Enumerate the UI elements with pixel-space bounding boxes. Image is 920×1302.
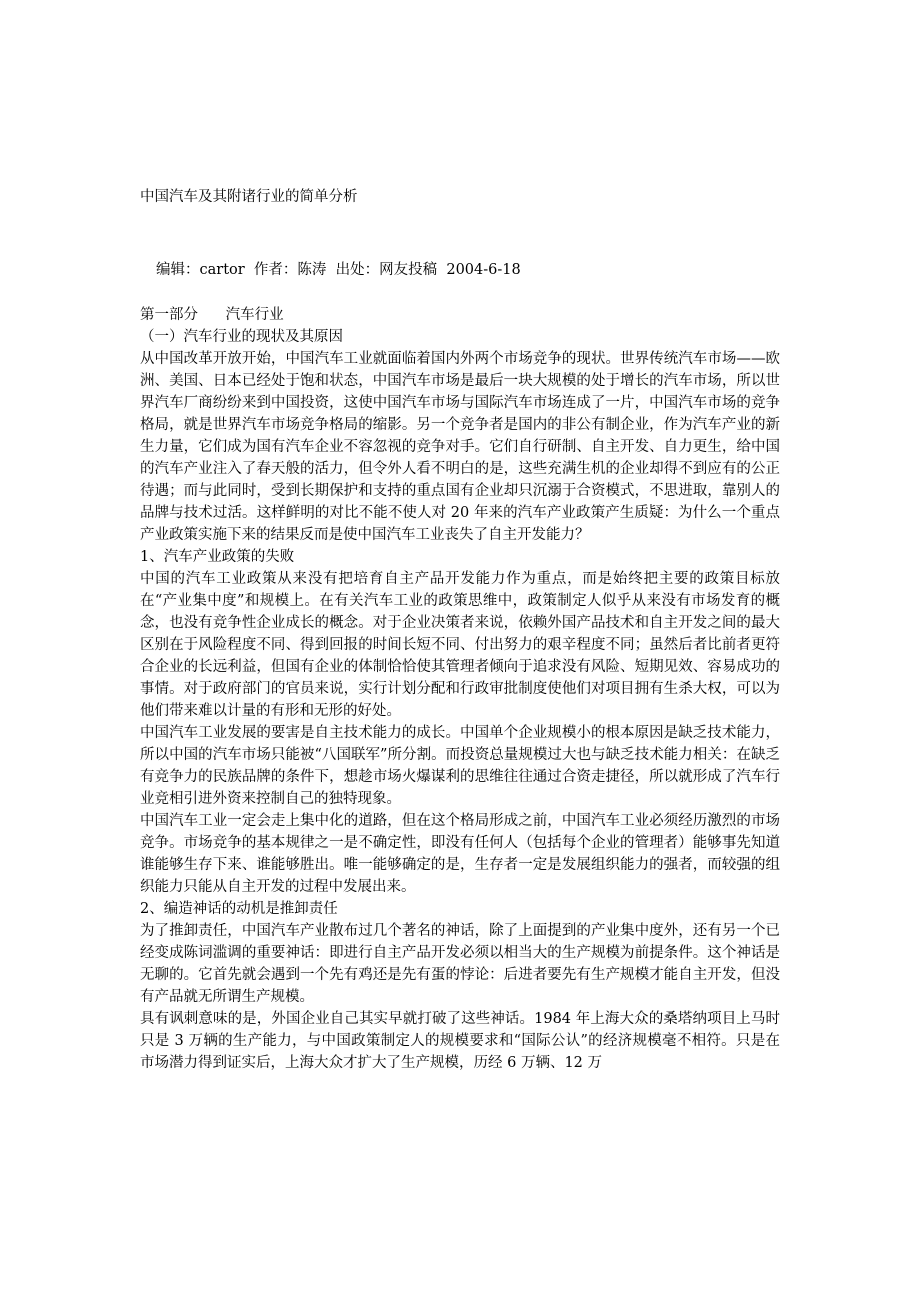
- document-title: 中国汽车及其附诸行业的简单分析: [140, 189, 358, 205]
- document-meta: 编辑：cartor 作者：陈涛 出处：网友投稿 2004-6-18: [156, 262, 521, 278]
- paragraph: 中国的汽车工业政策从来没有把培育自主产品开发能力作为重点，而是始终把主要的政策目标放在“产业集中度”和规模上。在有关汽车工业的政策思维中，政策制定人似乎从来没有市场发育的概念，也没有竞争性企业成长的概念。对于企业决策者来说，依赖外国产品技术和自主开发之间的最大区别在于风险程度不同、得到回报的时间长短不同、付出努力的艰辛程度不同；虽然后者比前者更符合企业的长远利益，但国有企业的体制恰恰使其管理者倾向于追求没有风险、短期见效、容易成功的事情。对于政府部门的官员来说，实行计划分配和行政审批制度使他们对项目拥有生杀大权，可以为他们带来难以计量的有形和无形的好处。: [140, 571, 780, 719]
- section-heading: （一）汽车行业的现状及其原因: [140, 329, 343, 345]
- subsection-heading: 2、编造神话的动机是推卸责任: [140, 901, 338, 917]
- paragraph: 从中国改革开放开始，中国汽车工业就面临着国内外两个市场竞争的现状。世界传统汽车市场——欧洲、美国、日本已经处于饱和状态，中国汽车市场是最后一块大规模的处于增长的汽车市场，所以世界汽车厂商纷纷来到中国投资，这使中国汽车市场与国际汽车市场连成了一片，中国汽车市场的竞争格局，就是世界汽车市场竞争格局的缩影。另一个竞争者是国内的非公有制企业，作为汽车产业的新生力量，它们成为国有汽车企业不容忽视的竞争对手。它们自行研制、自主开发、自力更生，给中国的汽车产业注入了春天般的活力，但令外人看不明白的是，这些充满生机的企业却得不到应有的公正待遇；而与此同时，受到长期保护和支持的重点国有企业却只沉溺于合资模式，不思进取，靠别人的品牌与技术过活。这样鲜明的对比不能不使人对 20 年来的汽车产业政策产生质疑：为什么一个重点产业政策实施下来的结果反而是使中国汽车工业丧失了自主开发能力？: [140, 351, 780, 543]
- document-body: [140, 304, 780, 1074]
- part-heading: 第一部分 汽车行业: [140, 307, 284, 323]
- subsection-heading: 1、汽车产业政策的失败: [140, 549, 295, 565]
- paragraph: 具有讽刺意味的是，外国企业自己其实早就打破了这些神话。1984 年上海大众的桑塔纳项目上马时只是 3 万辆的生产能力，与中国政策制定人的规模要求和“国际公认”的经济规模毫不相符。只是在市场潜力得到证实后，上海大众才扩大了生产规模，历经 6 万辆、12 万: [140, 1011, 780, 1071]
- paragraph: 为了推卸责任，中国汽车产业散布过几个著名的神话，除了上面提到的产业集中度外，还有另一个已经变成陈词滥调的重要神话：即进行自主产品开发必须以相当大的生产规模为前提条件。这个神话是无聊的。它首先就会遇到一个先有鸡还是先有蛋的悖论：后进者要先有生产规模才能自主开发，但没有产品就无所谓生产规模。: [140, 923, 780, 1005]
- paragraph: 中国汽车工业一定会走上集中化的道路，但在这个格局形成之前，中国汽车工业必须经历激烈的市场竞争。市场竞争的基本规律之一是不确定性，即没有任何人（包括每个企业的管理者）能够事先知道谁能够生存下来、谁能够胜出。唯一能够确定的是，生存者一定是发展组织能力的强者，而较强的组织能力只能从自主开发的过程中发展出来。: [140, 813, 780, 895]
- paragraph: 中国汽车工业发展的要害是自主技术能力的成长。中国单个企业规模小的根本原因是缺乏技术能力，所以中国的汽车市场只能被“八国联军”所分割。而投资总量规模过大也与缺乏技术能力相关：在缺乏有竞争力的民族品牌的条件下，想趁市场火爆谋利的思维往往通过合资走捷径，所以就形成了汽车行业竞相引进外资来控制自己的独特现象。: [140, 725, 780, 807]
